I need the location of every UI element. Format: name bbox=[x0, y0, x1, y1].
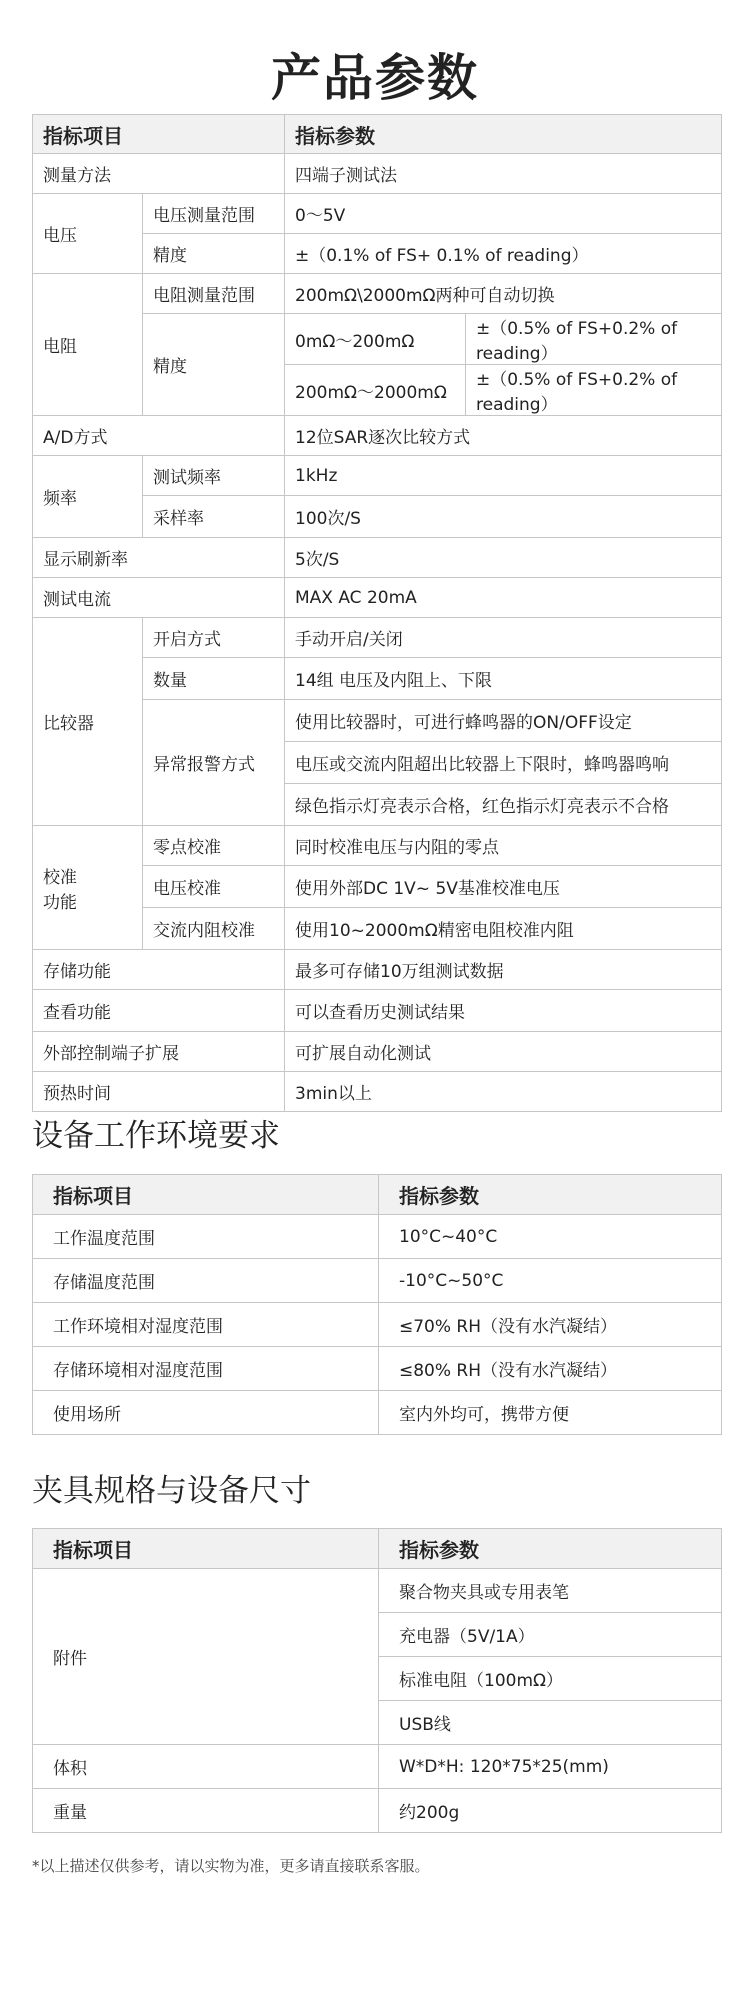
row-label: 测量方法 bbox=[33, 154, 285, 194]
row-value: 10°C~40°C bbox=[379, 1215, 722, 1259]
row-sublabel: 电压校准 bbox=[143, 866, 285, 908]
row-value: 约200g bbox=[379, 1789, 722, 1833]
row-label: 频率 bbox=[33, 456, 143, 538]
table-row bbox=[33, 1303, 722, 1347]
table-row bbox=[33, 826, 722, 866]
row-value: 14组 电压及内阻上、下限 bbox=[285, 658, 722, 700]
row-value: 四端子测试法 bbox=[285, 154, 722, 194]
row-value: 充电器（5V/1A） bbox=[379, 1613, 722, 1657]
table-header-row bbox=[33, 1529, 722, 1569]
row-value: 手动开启/关闭 bbox=[285, 618, 722, 658]
row-value: 最多可存储10万组测试数据 bbox=[285, 950, 722, 990]
header-item: 指标项目 bbox=[33, 1175, 379, 1215]
label-line: 功能 bbox=[43, 892, 77, 913]
table-row bbox=[33, 1745, 722, 1789]
row-label: 附件 bbox=[33, 1569, 379, 1745]
table-row bbox=[33, 154, 722, 194]
table-row bbox=[33, 990, 722, 1032]
row-label: 存储环境相对湿度范围 bbox=[33, 1347, 379, 1391]
row-sublabel: 电阻测量范围 bbox=[143, 274, 285, 314]
row-value: W*D*H: 120*75*25(mm) bbox=[379, 1745, 722, 1789]
table-row bbox=[33, 1347, 722, 1391]
row-value: -10°C~50°C bbox=[379, 1259, 722, 1303]
table-row bbox=[33, 416, 722, 456]
row-label bbox=[33, 826, 143, 950]
range-cell: 0mΩ～200mΩ bbox=[285, 314, 466, 365]
row-label: 体积 bbox=[33, 1745, 379, 1789]
table-row bbox=[33, 1072, 722, 1112]
row-value: 聚合物夹具或专用表笔 bbox=[379, 1569, 722, 1613]
row-value: 200mΩ\2000mΩ两种可自动切换 bbox=[285, 274, 722, 314]
table-row bbox=[33, 456, 722, 496]
header-param: 指标参数 bbox=[285, 115, 722, 154]
table-row bbox=[33, 1569, 722, 1613]
row-sublabel: 零点校准 bbox=[143, 826, 285, 866]
table-row bbox=[33, 274, 722, 314]
row-value: ±（0.1% of FS+ 0.1% of reading） bbox=[285, 234, 722, 274]
row-value: ≤70% RH（没有水汽凝结） bbox=[379, 1303, 722, 1347]
table-header-row bbox=[33, 1175, 722, 1215]
row-sublabel: 采样率 bbox=[143, 496, 285, 538]
row-label: 测试电流 bbox=[33, 578, 285, 618]
row-label: 比较器 bbox=[33, 618, 143, 826]
row-value: 电压或交流内阻超出比较器上下限时，蜂鸣器鸣响 bbox=[285, 742, 722, 784]
header-param: 指标参数 bbox=[379, 1529, 722, 1569]
row-value: ±（0.5% of FS+0.2% of reading） bbox=[466, 365, 722, 416]
row-label: 工作温度范围 bbox=[33, 1215, 379, 1259]
fixture-table bbox=[32, 1528, 722, 1833]
page-title: 产品参数 bbox=[271, 49, 479, 107]
row-label: 显示刷新率 bbox=[33, 538, 285, 578]
row-label: 重量 bbox=[33, 1789, 379, 1833]
table-row bbox=[33, 618, 722, 658]
row-label: 工作环境相对湿度范围 bbox=[33, 1303, 379, 1347]
table-row bbox=[33, 1259, 722, 1303]
row-label: 电阻 bbox=[33, 274, 143, 416]
row-value: 标准电阻（100mΩ） bbox=[379, 1657, 722, 1701]
environment-table bbox=[32, 1174, 722, 1435]
table-row bbox=[33, 1032, 722, 1072]
row-value: 12位SAR逐次比较方式 bbox=[285, 416, 722, 456]
row-value: 0～5V bbox=[285, 194, 722, 234]
row-sublabel: 精度 bbox=[143, 234, 285, 274]
row-value: 可扩展自动化测试 bbox=[285, 1032, 722, 1072]
row-sublabel: 测试频率 bbox=[143, 456, 285, 496]
table-row bbox=[33, 578, 722, 618]
table-header-row bbox=[33, 115, 722, 154]
row-label: 存储温度范围 bbox=[33, 1259, 379, 1303]
section-title-environment: 设备工作环境要求 bbox=[32, 1118, 280, 1154]
table-row bbox=[33, 1789, 722, 1833]
label-line: 校准 bbox=[43, 867, 77, 888]
table-row bbox=[33, 194, 722, 234]
row-value: 100次/S bbox=[285, 496, 722, 538]
product-spec-table bbox=[32, 114, 722, 1112]
row-value: 可以查看历史测试结果 bbox=[285, 990, 722, 1032]
row-value: 同时校准电压与内阻的零点 bbox=[285, 826, 722, 866]
row-label: 查看功能 bbox=[33, 990, 285, 1032]
row-value: USB线 bbox=[379, 1701, 722, 1745]
table-row bbox=[33, 1215, 722, 1259]
row-label: 存储功能 bbox=[33, 950, 285, 990]
header-item: 指标项目 bbox=[33, 115, 285, 154]
row-value: 1kHz bbox=[285, 456, 722, 496]
footnote: *以上描述仅供参考，请以实物为准，更多请直接联系客服。 bbox=[32, 1857, 430, 1875]
row-value: 使用外部DC 1V~ 5V基准校准电压 bbox=[285, 866, 722, 908]
row-value: 5次/S bbox=[285, 538, 722, 578]
row-value: 绿色指示灯亮表示合格，红色指示灯亮表示不合格 bbox=[285, 784, 722, 826]
row-value: 室内外均可，携带方便 bbox=[379, 1391, 722, 1435]
row-value: 使用比较器时，可进行蜂鸣器的ON/OFF设定 bbox=[285, 700, 722, 742]
row-value: 3min以上 bbox=[285, 1072, 722, 1112]
row-sublabel: 异常报警方式 bbox=[143, 700, 285, 826]
header-item: 指标项目 bbox=[33, 1529, 379, 1569]
table-row bbox=[33, 538, 722, 578]
row-label: 外部控制端子扩展 bbox=[33, 1032, 285, 1072]
table-row bbox=[33, 1391, 722, 1435]
row-value: MAX AC 20mA bbox=[285, 578, 722, 618]
section-title-fixture: 夹具规格与设备尺寸 bbox=[32, 1473, 311, 1509]
row-value: ≤80% RH（没有水汽凝结） bbox=[379, 1347, 722, 1391]
row-sublabel: 数量 bbox=[143, 658, 285, 700]
row-sublabel: 开启方式 bbox=[143, 618, 285, 658]
row-label: 预热时间 bbox=[33, 1072, 285, 1112]
header-param: 指标参数 bbox=[379, 1175, 722, 1215]
range-cell: 200mΩ～2000mΩ bbox=[285, 365, 466, 416]
row-value: ±（0.5% of FS+0.2% of reading） bbox=[466, 314, 722, 365]
table-row bbox=[33, 950, 722, 990]
row-label: 使用场所 bbox=[33, 1391, 379, 1435]
row-label: 电压 bbox=[33, 194, 143, 274]
row-sublabel: 电压测量范围 bbox=[143, 194, 285, 234]
row-label: A/D方式 bbox=[33, 416, 285, 456]
row-value: 使用10~2000mΩ精密电阻校准内阻 bbox=[285, 908, 722, 950]
row-sublabel: 交流内阻校准 bbox=[143, 908, 285, 950]
row-sublabel: 精度 bbox=[143, 314, 285, 416]
